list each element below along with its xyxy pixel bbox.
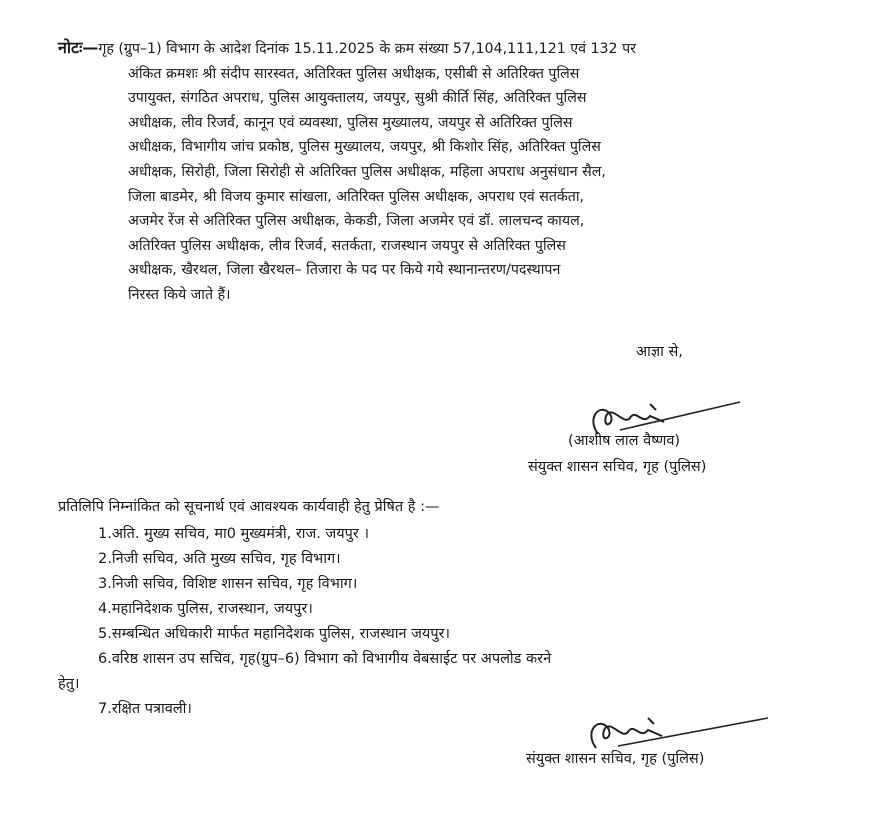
signatory-title-2: संयुक्त शासन सचिव, गृह (पुलिस) bbox=[526, 751, 705, 767]
list-item: 3.निजी सचिव, विशिष्ट शासन सचिव, गृह विभाग। bbox=[98, 576, 358, 592]
note-line: उपायुक्त, संगठित अपराध, पुलिस आयुक्तालय, जयपुर, सुश्री कीर्ति सिंह, अतिरिक्त पुलिस bbox=[128, 90, 587, 107]
note-line: अजमेर रेंज से अतिरिक्त पुलिस अधीक्षक, केकडी, जिला अजमेर एवं डॉ. लालचन्द कायल, bbox=[128, 213, 585, 230]
note-line: अधीक्षक, विभागीय जांच प्रकोष्ठ, पुलिस मुख्यालय, जयपुर, श्री किशोर सिंह, अतिरिक्त पुलिस bbox=[128, 139, 601, 156]
copy-intro: प्रतिलिपि निम्नांकित को सूचनार्थ एवं आवश्यक कार्यवाही हेतु प्रेषित है :— bbox=[58, 499, 440, 515]
note-line-1: नोटः—गृह (ग्रुप–1) विभाग के आदेश दिनांक 15.11.2025 के क्रम संख्या 57,104,111,121 एवं 132 पर bbox=[58, 38, 636, 57]
note-line: निरस्त किये जाते हैं। bbox=[128, 286, 231, 303]
list-item: 2.निजी सचिव, अति मुख्य सचिव, गृह विभाग। bbox=[98, 551, 341, 567]
note-line: अधीक्षक, लीव रिजर्व, कानून एवं व्यवस्था, पुलिस मुख्यालय, जयपुर से अतिरिक्त पुलिस bbox=[128, 114, 573, 131]
list-item: 7.रक्षित पत्रावली। bbox=[98, 701, 192, 717]
list-item: 1.अति. मुख्य सचिव, मा0 मुख्यमंत्री, राज. जयपुर । bbox=[98, 526, 369, 542]
signatory-title: संयुक्त शासन सचिव, गृह (पुलिस) bbox=[528, 459, 707, 475]
note-paragraph bbox=[58, 36, 788, 308]
note-line: अंकित क्रमशः श्री संदीप सारस्वत, अतिरिक्त पुलिस अधीक्षक, एसीबी से अतिरिक्त पुलिस bbox=[128, 65, 580, 82]
copy-list bbox=[58, 522, 798, 722]
note-line: जिला बाडमेर, श्री विजय कुमार सांखला, अतिरिक्त पुलिस अधीक्षक, अपराध एवं सतर्कता, bbox=[128, 188, 585, 205]
list-item-continuation: हेतु। bbox=[58, 676, 80, 692]
by-order-text: आज्ञा से, bbox=[636, 344, 683, 360]
signature-block-2 bbox=[518, 712, 798, 782]
list-item: 6.वरिष्ठ शासन उप सचिव, गृह(ग्रुप–6) विभाग को विभागीय वेबसाईट पर अपलोड करने bbox=[98, 651, 552, 667]
list-item: 4.महानिदेशक पुलिस, राजस्थान, जयपुर। bbox=[98, 601, 313, 617]
list-item: 5.सम्बन्धित अधिकारी मार्फत महानिदेशक पुलिस, राजस्थान जयपुर। bbox=[98, 626, 450, 642]
note-line: अधीक्षक, सिरोही, जिला सिरोही से अतिरिक्त पुलिस अधीक्षक, महिला अपराध अनुसंधान सैल, bbox=[128, 163, 606, 180]
note-line: अधीक्षक, खैरथल, जिला खैरथल– तिजारा के पद पर किये गये स्थानान्तरण/पदस्थापन bbox=[128, 262, 561, 279]
note-label: नोटः— bbox=[58, 38, 99, 57]
note-line: अतिरिक्त पुलिस अधीक्षक, लीव रिजर्व, सतर्कता, राजस्थान जयपुर से अतिरिक्त पुलिस bbox=[128, 237, 566, 254]
signatory-name: (आशीष लाल वैष्णव) bbox=[568, 433, 681, 449]
